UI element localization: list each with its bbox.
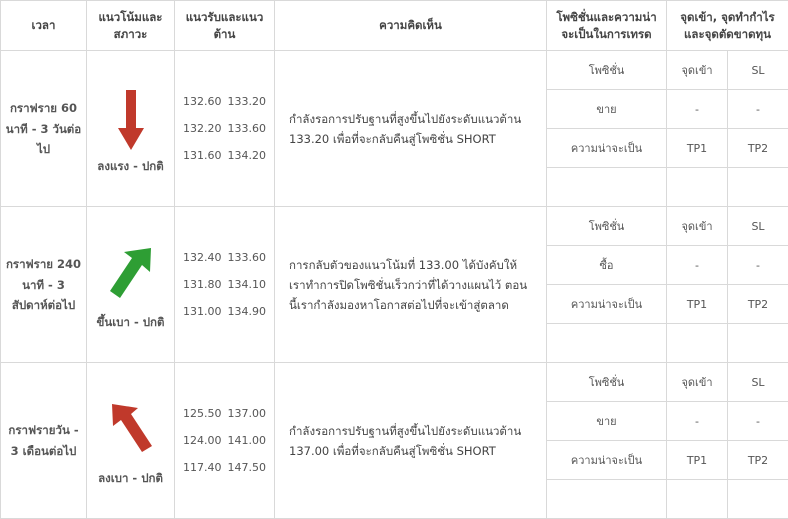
tp1-value (667, 324, 727, 363)
comment-text: กำลังรอการปรับฐานที่สูงขึ้นไปยังระดับแนวต้าน 133.20 เพื่อที่จะกลับคืนสู่โพซิชั่น SHORT (275, 51, 547, 207)
resistance-value: 141.00 (228, 434, 267, 447)
down-arrow-icon (89, 83, 172, 157)
trend-label: ขึ้นเบา - ปกติ (89, 313, 172, 331)
header-time: เวลา (1, 1, 87, 51)
resistance-value: 134.10 (228, 278, 267, 291)
level-row (181, 88, 268, 115)
tp2-label: TP2 (728, 129, 788, 168)
entry-value: - (667, 246, 727, 285)
trend-cell (87, 51, 175, 207)
resistance-value: 134.20 (228, 149, 267, 162)
sl-value: - (728, 246, 788, 285)
levels-cell (175, 207, 275, 363)
support-value: 131.00 (183, 305, 222, 318)
table-row (1, 51, 788, 207)
timeframe-label: กราฟรายวัน - 3 เดือนต่อไป (1, 363, 87, 519)
header-trend: แนวโน้มและสภาวะ (87, 1, 175, 51)
header-levels: แนวรับและแนวต้าน (175, 1, 275, 51)
sl-header: SL (728, 363, 788, 402)
resistance-value: 133.60 (228, 251, 267, 264)
levels-cell (175, 363, 275, 519)
level-row (181, 298, 268, 325)
position-sub-table (547, 363, 666, 518)
levels-cell (175, 51, 275, 207)
trend-label: ลงแรง - ปกติ (89, 157, 172, 175)
tp1-value (667, 168, 727, 207)
position-label: โพซิชั่น (547, 207, 666, 246)
comment-text: กำลังรอการปรับฐานที่สูงขึ้นไปยังระดับแนวต้าน 137.00 เพื่อที่จะกลับคืนสู่โพซิชั่น SHORT (275, 363, 547, 519)
sl-value: - (728, 402, 788, 441)
resistance-value: 133.20 (228, 95, 267, 108)
resistance-value: 134.90 (228, 305, 267, 318)
sl-column (728, 363, 788, 519)
entry-sub-table (667, 51, 727, 206)
sl-header: SL (728, 207, 788, 246)
entry-header: จุดเข้า (667, 207, 727, 246)
probability-label: ความน่าจะเป็น (547, 285, 666, 324)
level-row (181, 400, 268, 427)
support-value: 131.80 (183, 278, 222, 291)
position-sub-table (547, 207, 666, 362)
level-row (181, 115, 268, 142)
trend-cell (87, 363, 175, 519)
position-value: ขาย (547, 402, 666, 441)
entry-column (667, 363, 728, 519)
timeframe-label: กราฟราย 240 นาที - 3 สัปดาห์ต่อไป (1, 207, 87, 363)
sl-sub-table (728, 363, 788, 518)
trend-label: ลงเบา - ปกติ (89, 469, 172, 487)
tp2-value (728, 168, 788, 207)
down-arrow-icon (89, 395, 172, 469)
entry-value: - (667, 402, 727, 441)
position-label: โพซิชั่น (547, 363, 666, 402)
sl-column (728, 51, 788, 207)
sl-value: - (728, 90, 788, 129)
table-body (1, 51, 788, 519)
support-value: 132.20 (183, 122, 222, 135)
header-position: โพซิชั่นและความน่าจะเป็นในการเทรด (547, 1, 667, 51)
entry-value: - (667, 90, 727, 129)
tp1-label: TP1 (667, 285, 727, 324)
position-sub-table (547, 51, 666, 206)
support-value: 131.60 (183, 149, 222, 162)
tp1-value (667, 480, 727, 519)
entry-sub-table (667, 363, 727, 518)
trend-cell (87, 207, 175, 363)
level-row (181, 244, 268, 271)
probability-label: ความน่าจะเป็น (547, 129, 666, 168)
support-value: 132.60 (183, 95, 222, 108)
position-value: ซื้อ (547, 246, 666, 285)
position-column (547, 363, 667, 519)
header-comment: ความคิดเห็น (275, 1, 547, 51)
level-row (181, 142, 268, 169)
support-value: 124.00 (183, 434, 222, 447)
table-row (1, 207, 788, 363)
sl-sub-table (728, 51, 788, 206)
resistance-value: 137.00 (228, 407, 267, 420)
table-row (1, 363, 788, 519)
tp2-label: TP2 (728, 441, 788, 480)
position-empty (547, 480, 666, 519)
position-column (547, 51, 667, 207)
position-empty (547, 324, 666, 363)
tp2-value (728, 324, 788, 363)
support-value: 117.40 (183, 461, 222, 474)
position-label: โพซิชั่น (547, 51, 666, 90)
entry-header: จุดเข้า (667, 363, 727, 402)
position-empty (547, 168, 666, 207)
position-column (547, 207, 667, 363)
table-header (1, 1, 788, 51)
entry-header: จุดเข้า (667, 51, 727, 90)
header-entry-tp-sl: จุดเข้า, จุดทำกำไรและจุดตัดขาดทุน (667, 1, 788, 51)
support-value: 132.40 (183, 251, 222, 264)
sl-header: SL (728, 51, 788, 90)
tp2-value (728, 480, 788, 519)
timeframe-label: กราฟราย 60 นาที - 3 วันต่อไป (1, 51, 87, 207)
up-arrow-icon (89, 239, 172, 313)
support-value: 125.50 (183, 407, 222, 420)
comment-text: การกลับตัวของแนวโน้มที่ 133.00 ได้บังคับให้เราทำการปิดโพซิชั่นเร็วกว่าที่ได้วางแผนไว้ ตอนนี้เรากำลังมองหาโอกาสต่อไปที่จะเข้าสู่ตลาด (275, 207, 547, 363)
entry-column (667, 207, 728, 363)
tp2-label: TP2 (728, 285, 788, 324)
tp1-label: TP1 (667, 129, 727, 168)
sl-column (728, 207, 788, 363)
level-row (181, 454, 268, 481)
entry-sub-table (667, 207, 727, 362)
level-row (181, 427, 268, 454)
position-value: ขาย (547, 90, 666, 129)
sl-sub-table (728, 207, 788, 362)
entry-column (667, 51, 728, 207)
resistance-value: 133.60 (228, 122, 267, 135)
tp1-label: TP1 (667, 441, 727, 480)
probability-label: ความน่าจะเป็น (547, 441, 666, 480)
resistance-value: 147.50 (228, 461, 267, 474)
level-row (181, 271, 268, 298)
